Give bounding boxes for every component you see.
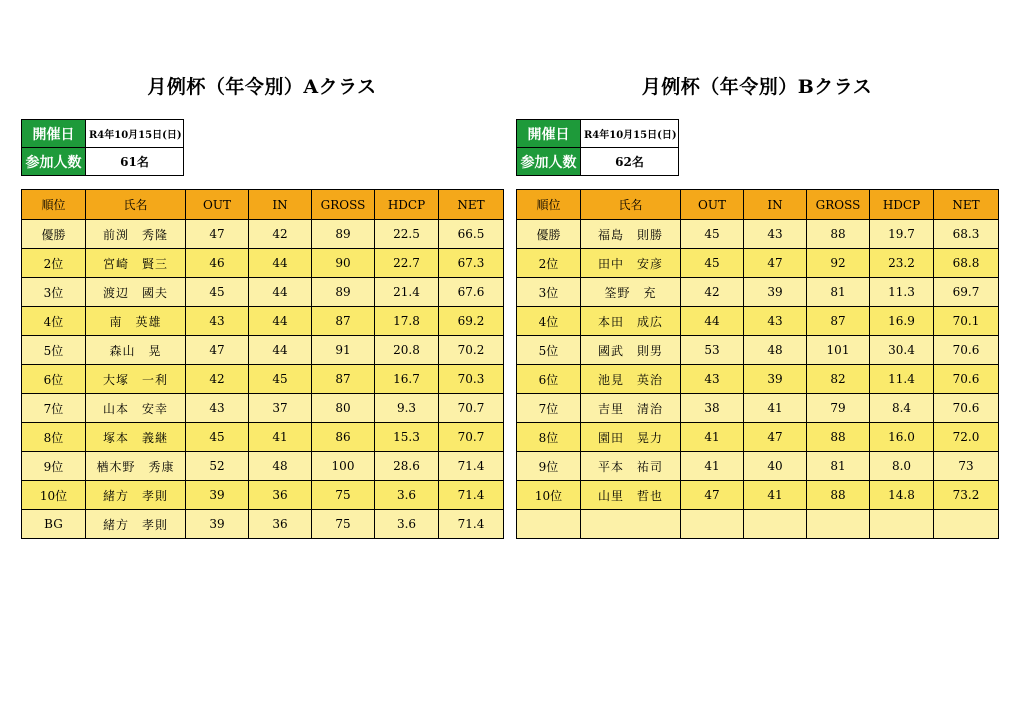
hdcp-cell: 30.4 [870, 336, 934, 365]
rank-cell: 7位 [517, 394, 581, 423]
gross-cell: 88 [807, 481, 870, 510]
name-cell: 楢木野 秀康 [86, 452, 186, 481]
rank-cell: 10位 [517, 481, 581, 510]
rank-cell: 2位 [517, 249, 581, 278]
hdcp-cell [870, 510, 934, 539]
in-cell: 44 [249, 307, 312, 336]
rank-cell: 優勝 [22, 220, 86, 249]
table-row [22, 365, 504, 394]
class-b-title: 月例杯（年令別）Bクラス [641, 76, 873, 98]
net-cell: 71.4 [439, 452, 504, 481]
hdcp-cell: 9.3 [375, 394, 439, 423]
name-cell: 筌野 充 [581, 278, 681, 307]
in-cell: 41 [744, 481, 807, 510]
date-value: R4年10月15日(日) [86, 120, 184, 148]
in-cell: 47 [744, 249, 807, 278]
col-net-header: NET [934, 190, 999, 220]
header-row [22, 190, 504, 220]
net-cell: 70.7 [439, 423, 504, 452]
name-cell: 緒方 孝則 [86, 510, 186, 539]
rank-cell: 2位 [22, 249, 86, 278]
out-cell: 45 [186, 278, 249, 307]
rank-cell: 優勝 [517, 220, 581, 249]
net-cell: 70.3 [439, 365, 504, 394]
table-row [517, 249, 999, 278]
out-cell: 43 [186, 394, 249, 423]
col-out-header: OUT [681, 190, 744, 220]
gross-cell: 81 [807, 452, 870, 481]
in-cell: 44 [249, 336, 312, 365]
rank-cell: 5位 [22, 336, 86, 365]
gross-cell: 90 [312, 249, 375, 278]
col-net-header: NET [439, 190, 504, 220]
rank-cell: 7位 [22, 394, 86, 423]
table-row [517, 220, 999, 249]
hdcp-cell: 15.3 [375, 423, 439, 452]
rank-cell: 9位 [517, 452, 581, 481]
name-cell: 大塚 一利 [86, 365, 186, 394]
name-cell: 山里 哲也 [581, 481, 681, 510]
class-a-title: 月例杯（年令別）Aクラス [147, 76, 377, 98]
col-name-header: 氏名 [581, 190, 681, 220]
col-rank-header: 順位 [517, 190, 581, 220]
rank-cell: 8位 [517, 423, 581, 452]
in-cell: 44 [249, 278, 312, 307]
table-row [517, 452, 999, 481]
name-cell: 宮崎 賢三 [86, 249, 186, 278]
out-cell: 47 [186, 336, 249, 365]
rank-cell: 3位 [22, 278, 86, 307]
table-row [22, 307, 504, 336]
hdcp-cell: 16.0 [870, 423, 934, 452]
col-in-header: IN [249, 190, 312, 220]
in-cell: 48 [249, 452, 312, 481]
hdcp-cell: 22.7 [375, 249, 439, 278]
date-value: R4年10月15日(日) [581, 120, 679, 148]
col-gross-header: GROSS [312, 190, 375, 220]
net-cell: 70.1 [934, 307, 999, 336]
date-label: 開催日 [22, 120, 86, 148]
in-cell: 41 [744, 394, 807, 423]
table-row [22, 278, 504, 307]
name-cell: 渡辺 國夫 [86, 278, 186, 307]
in-cell: 36 [249, 481, 312, 510]
hdcp-cell: 8.4 [870, 394, 934, 423]
net-cell: 73.2 [934, 481, 999, 510]
out-cell: 53 [681, 336, 744, 365]
table-row [517, 394, 999, 423]
net-cell: 71.4 [439, 510, 504, 539]
out-cell: 38 [681, 394, 744, 423]
net-cell: 73 [934, 452, 999, 481]
net-cell: 70.2 [439, 336, 504, 365]
rank-cell [517, 510, 581, 539]
hdcp-cell: 11.4 [870, 365, 934, 394]
gross-cell: 82 [807, 365, 870, 394]
net-cell: 66.5 [439, 220, 504, 249]
gross-cell: 89 [312, 220, 375, 249]
out-cell: 45 [186, 423, 249, 452]
name-cell: 國武 則男 [581, 336, 681, 365]
out-cell: 44 [681, 307, 744, 336]
class-a-results-table [21, 189, 504, 539]
net-cell: 71.4 [439, 481, 504, 510]
name-cell: 田中 安彦 [581, 249, 681, 278]
gross-cell: 87 [807, 307, 870, 336]
net-cell: 70.6 [934, 394, 999, 423]
table-row [22, 336, 504, 365]
net-cell: 68.3 [934, 220, 999, 249]
net-cell: 70.7 [439, 394, 504, 423]
gross-cell: 89 [312, 278, 375, 307]
col-rank-header: 順位 [22, 190, 86, 220]
gross-cell: 91 [312, 336, 375, 365]
date-label: 開催日 [517, 120, 581, 148]
out-cell: 45 [681, 220, 744, 249]
name-cell: 森山 晃 [86, 336, 186, 365]
out-cell: 45 [681, 249, 744, 278]
in-cell: 43 [744, 220, 807, 249]
gross-cell: 79 [807, 394, 870, 423]
out-cell: 52 [186, 452, 249, 481]
participants-label: 参加人数 [517, 148, 581, 176]
net-cell: 68.8 [934, 249, 999, 278]
hdcp-cell: 28.6 [375, 452, 439, 481]
name-cell: 吉里 清治 [581, 394, 681, 423]
rank-cell: 4位 [22, 307, 86, 336]
out-cell: 39 [186, 510, 249, 539]
hdcp-cell: 3.6 [375, 481, 439, 510]
net-cell: 70.6 [934, 365, 999, 394]
in-cell [744, 510, 807, 539]
net-cell: 69.7 [934, 278, 999, 307]
participants-label: 参加人数 [22, 148, 86, 176]
out-cell [681, 510, 744, 539]
table-row [517, 336, 999, 365]
table-row [517, 365, 999, 394]
rank-cell: 8位 [22, 423, 86, 452]
hdcp-cell: 11.3 [870, 278, 934, 307]
gross-cell [807, 510, 870, 539]
name-cell: 山本 安幸 [86, 394, 186, 423]
in-cell: 47 [744, 423, 807, 452]
in-cell: 40 [744, 452, 807, 481]
rank-cell: 4位 [517, 307, 581, 336]
rank-cell: 6位 [22, 365, 86, 394]
gross-cell: 87 [312, 365, 375, 394]
out-cell: 42 [681, 278, 744, 307]
in-cell: 45 [249, 365, 312, 394]
class-b-results-table [516, 189, 999, 539]
col-out-header: OUT [186, 190, 249, 220]
participants-value: 62名 [581, 148, 679, 176]
hdcp-cell: 21.4 [375, 278, 439, 307]
table-row [22, 249, 504, 278]
col-gross-header: GROSS [807, 190, 870, 220]
hdcp-cell: 14.8 [870, 481, 934, 510]
name-cell: 池見 英治 [581, 365, 681, 394]
rank-cell: 6位 [517, 365, 581, 394]
gross-cell: 101 [807, 336, 870, 365]
gross-cell: 88 [807, 220, 870, 249]
net-cell: 67.3 [439, 249, 504, 278]
table-row [517, 510, 999, 539]
hdcp-cell: 22.5 [375, 220, 439, 249]
rank-cell: 10位 [22, 481, 86, 510]
col-in-header: IN [744, 190, 807, 220]
hdcp-cell: 8.0 [870, 452, 934, 481]
in-cell: 39 [744, 365, 807, 394]
in-cell: 37 [249, 394, 312, 423]
out-cell: 41 [681, 452, 744, 481]
col-hdcp-header: HDCP [870, 190, 934, 220]
name-cell [581, 510, 681, 539]
name-cell: 本田 成広 [581, 307, 681, 336]
net-cell: 72.0 [934, 423, 999, 452]
rank-cell: 9位 [22, 452, 86, 481]
net-cell: 67.6 [439, 278, 504, 307]
class-a-info-table [21, 119, 184, 176]
gross-cell: 80 [312, 394, 375, 423]
out-cell: 41 [681, 423, 744, 452]
col-name-header: 氏名 [86, 190, 186, 220]
name-cell: 平本 祐司 [581, 452, 681, 481]
gross-cell: 75 [312, 510, 375, 539]
in-cell: 42 [249, 220, 312, 249]
col-hdcp-header: HDCP [375, 190, 439, 220]
rank-cell: 3位 [517, 278, 581, 307]
net-cell: 69.2 [439, 307, 504, 336]
gross-cell: 75 [312, 481, 375, 510]
in-cell: 39 [744, 278, 807, 307]
out-cell: 42 [186, 365, 249, 394]
gross-cell: 86 [312, 423, 375, 452]
table-row [22, 220, 504, 249]
in-cell: 36 [249, 510, 312, 539]
gross-cell: 87 [312, 307, 375, 336]
name-cell: 緒方 孝則 [86, 481, 186, 510]
table-row [22, 510, 504, 539]
hdcp-cell: 3.6 [375, 510, 439, 539]
hdcp-cell: 17.8 [375, 307, 439, 336]
table-row [517, 307, 999, 336]
header-row [517, 190, 999, 220]
in-cell: 44 [249, 249, 312, 278]
hdcp-cell: 19.7 [870, 220, 934, 249]
out-cell: 43 [681, 365, 744, 394]
in-cell: 43 [744, 307, 807, 336]
name-cell: 塚本 義継 [86, 423, 186, 452]
hdcp-cell: 16.7 [375, 365, 439, 394]
gross-cell: 81 [807, 278, 870, 307]
out-cell: 47 [681, 481, 744, 510]
table-row [517, 278, 999, 307]
table-row [22, 394, 504, 423]
gross-cell: 100 [312, 452, 375, 481]
in-cell: 41 [249, 423, 312, 452]
out-cell: 46 [186, 249, 249, 278]
name-cell: 園田 晃力 [581, 423, 681, 452]
in-cell: 48 [744, 336, 807, 365]
name-cell: 前渕 秀隆 [86, 220, 186, 249]
out-cell: 43 [186, 307, 249, 336]
table-row [517, 423, 999, 452]
out-cell: 47 [186, 220, 249, 249]
name-cell: 福島 則勝 [581, 220, 681, 249]
out-cell: 39 [186, 481, 249, 510]
table-row [22, 423, 504, 452]
rank-cell: BG [22, 510, 86, 539]
net-cell: 70.6 [934, 336, 999, 365]
gross-cell: 88 [807, 423, 870, 452]
hdcp-cell: 16.9 [870, 307, 934, 336]
rank-cell: 5位 [517, 336, 581, 365]
hdcp-cell: 23.2 [870, 249, 934, 278]
net-cell [934, 510, 999, 539]
table-row [517, 481, 999, 510]
table-row [22, 452, 504, 481]
participants-value: 61名 [86, 148, 184, 176]
gross-cell: 92 [807, 249, 870, 278]
hdcp-cell: 20.8 [375, 336, 439, 365]
name-cell: 南 英雄 [86, 307, 186, 336]
class-b-info-table [516, 119, 679, 176]
table-row [22, 481, 504, 510]
